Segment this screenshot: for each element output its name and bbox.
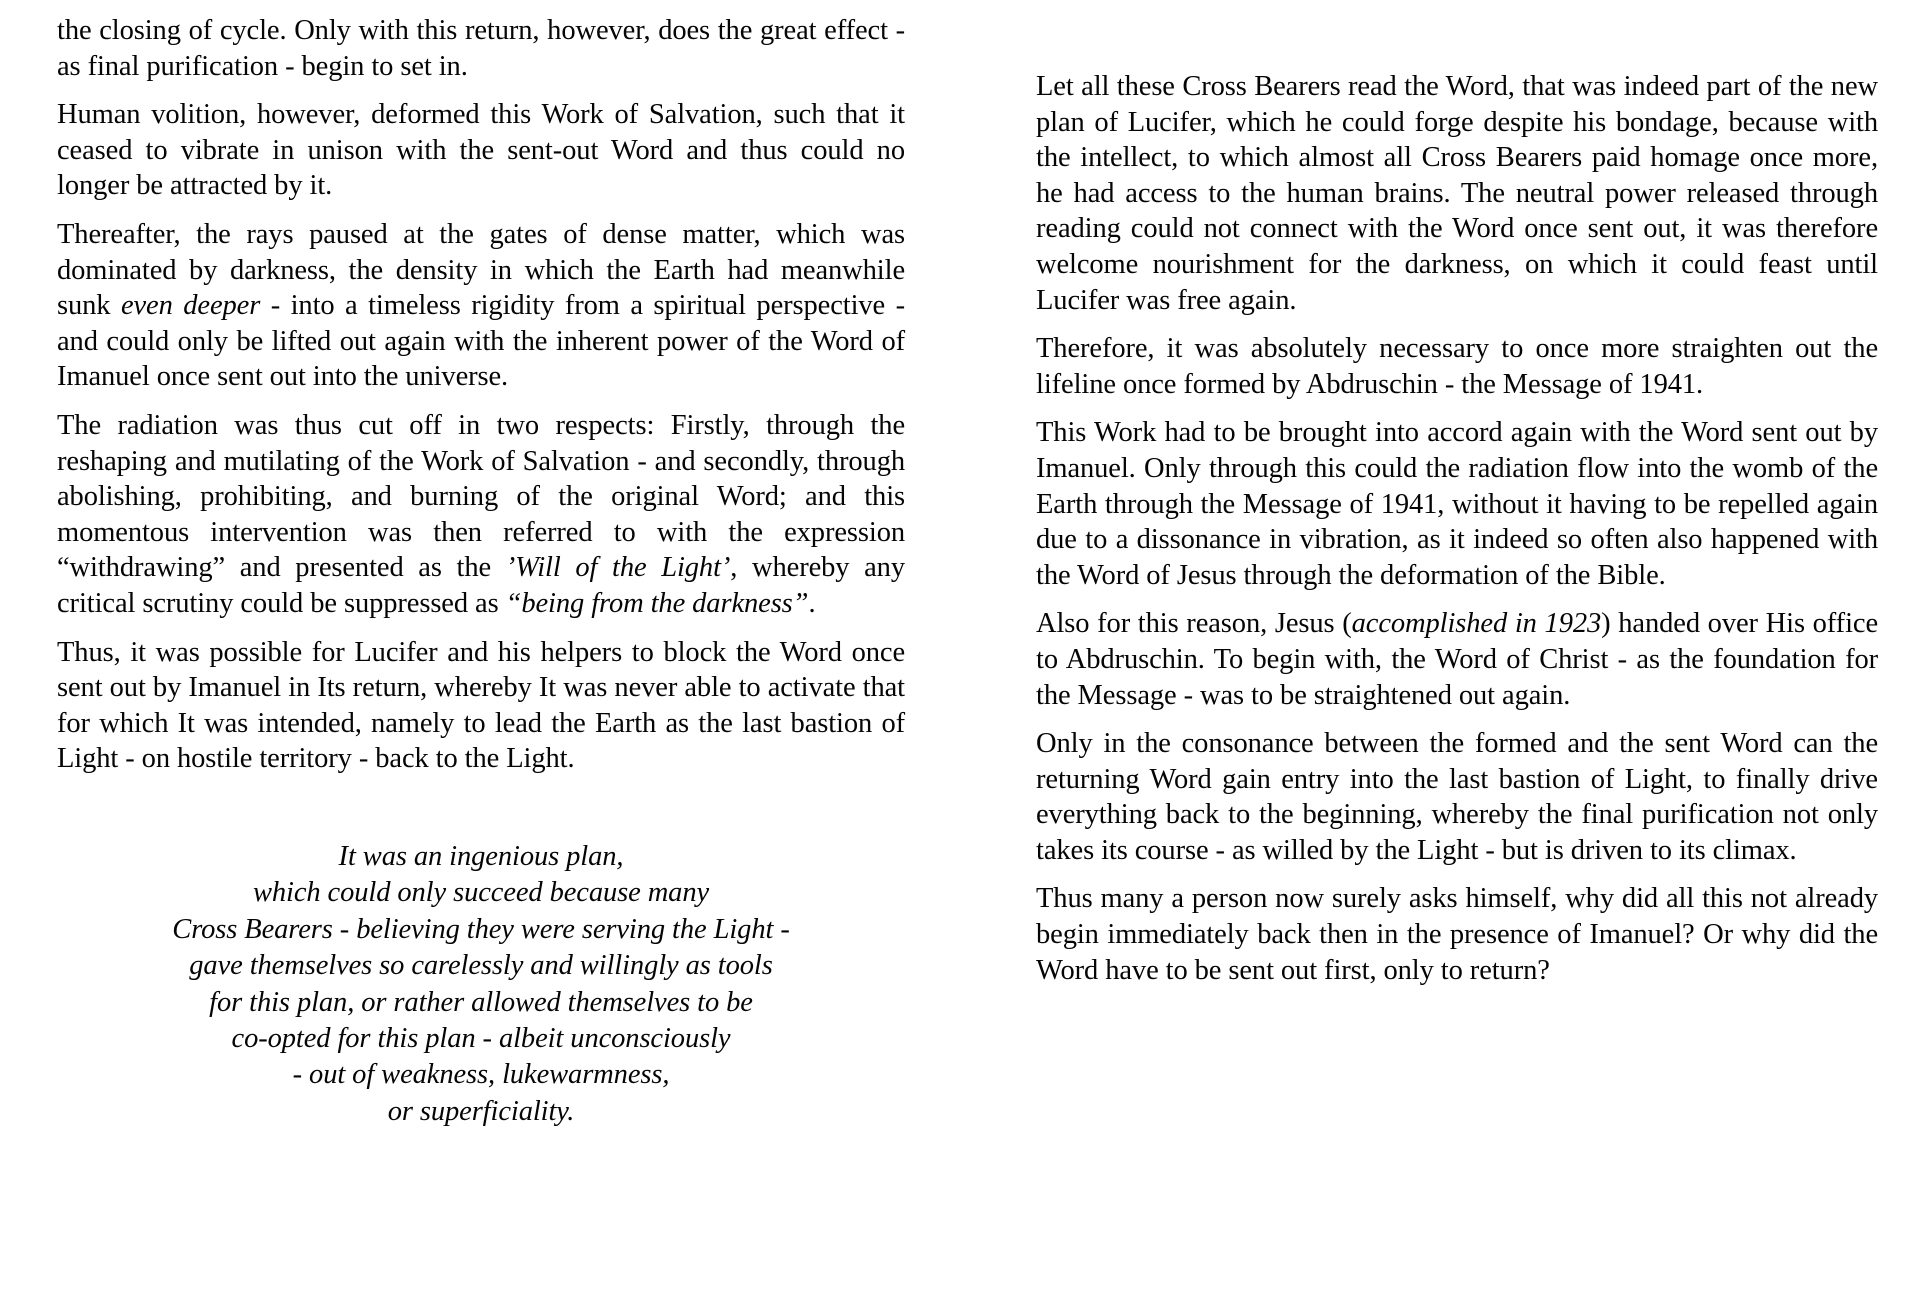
verse-line: Cross Bearers - believing they were serving the Light - <box>172 913 790 945</box>
paragraph-text: Human volition, however, deformed this Work of Salvation, such that it ceased to vibrate in unison with the sent-out Word and thus could no longer be attracted by it. <box>57 99 905 202</box>
paragraph-text: Also for this reason, Jesus ( <box>1036 608 1352 640</box>
paragraph-emphasis: “being from the darkness” <box>505 587 809 619</box>
paragraph-text: Therefore, it was absolutely necessary to once more straighten out the lifeline once formed by Abdruschin - the Message of 1941. <box>1036 333 1878 400</box>
verse-line: for this plan, or rather allowed themselves to be <box>209 986 753 1018</box>
paragraph-text: Let all these Cross Bearers read the Word, that was indeed part of the new plan of Lucifer, which he could forge despite his bondage, because with the intellect, to which almost all Cross Bearers paid homage once more, he had access to the human brains. The neutral power released through reading could not connect with the Word once sent out, it was therefore welcome nourishment for the darkness, on which it could feast until Lucifer was free again. <box>1036 71 1878 316</box>
paragraph-text: . <box>808 587 816 619</box>
paragraph-emphasis: ’Will of the Light’ <box>505 552 731 584</box>
paragraph-text: , whereby any critical scrutiny could be suppressed as <box>57 552 905 619</box>
verse-line: gave themselves so carelessly and willingly as tools <box>189 950 773 982</box>
paragraph-emphasis: even deeper <box>120 290 261 322</box>
paragraph <box>1036 331 1878 402</box>
verse-line: which could only succeed because many <box>252 877 710 909</box>
paragraph-text: the closing of cycle. Only with this return, however, does the great effect - as final purification - begin to set in. <box>57 15 905 82</box>
verse-line: It was an ingenious plan, <box>338 840 624 872</box>
right-page-column <box>1036 0 1878 1295</box>
paragraph <box>57 217 905 395</box>
paragraph-emphasis: accomplished in 1923 <box>1351 608 1602 640</box>
paragraph <box>1036 606 1878 713</box>
paragraph <box>57 13 905 84</box>
paragraph-text: Only in the consonance between the formed and the sent Word can the returning Word gain entry into the last bastion of Light, to finally drive everything back to the beginning, whereby the final purification not only takes its course - as willed by the Light - but is driven to its climax. <box>1036 728 1878 866</box>
paragraph-text: ) handed over His office to Abdruschin. To begin with, the Word of Christ - as the foundation for the Message - was to be straightened out again. <box>1036 608 1878 711</box>
verse-line: or superficiality. <box>387 1095 575 1127</box>
left-page-column <box>57 0 905 1295</box>
paragraph-text: This Work had to be brought into accord again with the Word sent out by Imanuel. Only through this could the radiation flow into the womb of the Earth through the Message of 1941, without it having to be repelled again due to a dissonance in vibration, as it indeed so often also happened with the Word of Jesus through the deformation of the Bible. <box>1036 417 1878 591</box>
paragraph-text: - into a timeless rigidity from a spiritual perspective - and could only be lifted out again with the inherent power of the Word of Imanuel once sent out into the universe. <box>57 290 905 393</box>
verse-line: co-opted for this plan - albeit unconsciously <box>231 1022 731 1054</box>
paragraph <box>57 408 905 622</box>
paragraph-text: Thus many a person now surely asks himself, why did all this not already begin immediately back then in the presence of Imanuel? Or why did the Word have to be sent out first, only to return? <box>1036 883 1878 986</box>
paragraph-text: The radiation was thus cut off in two respects: Firstly, through the reshaping and mutilating of the Work of Salvation - and secondly, through abolishing, prohibiting, and burning of the original Word; and this momentous intervention was then referred to with the expression “withdrawing” and presented as the <box>57 409 905 584</box>
paragraph-text: Thereafter, the rays paused at the gates of dense matter, which was dominated by darkness, the density in which the Earth had meanwhile sunk <box>57 218 905 322</box>
paragraph <box>1036 69 1878 318</box>
paragraph <box>1036 881 1878 988</box>
paragraph <box>1036 415 1878 593</box>
paragraph <box>57 635 905 777</box>
paragraph-text: Thus, it was possible for Lucifer and his helpers to block the Word once sent out by Imanuel in Its return, whereby It was never able to activate that for which It was intended, namely to lead the Earth as the last bastion of Light - on hostile territory - back to the Light. <box>57 636 905 775</box>
centered-verse-block <box>57 839 905 1130</box>
paragraph <box>57 97 905 204</box>
verse-line: - out of weakness, lukewarmness, <box>292 1059 670 1091</box>
paragraph <box>1036 726 1878 868</box>
